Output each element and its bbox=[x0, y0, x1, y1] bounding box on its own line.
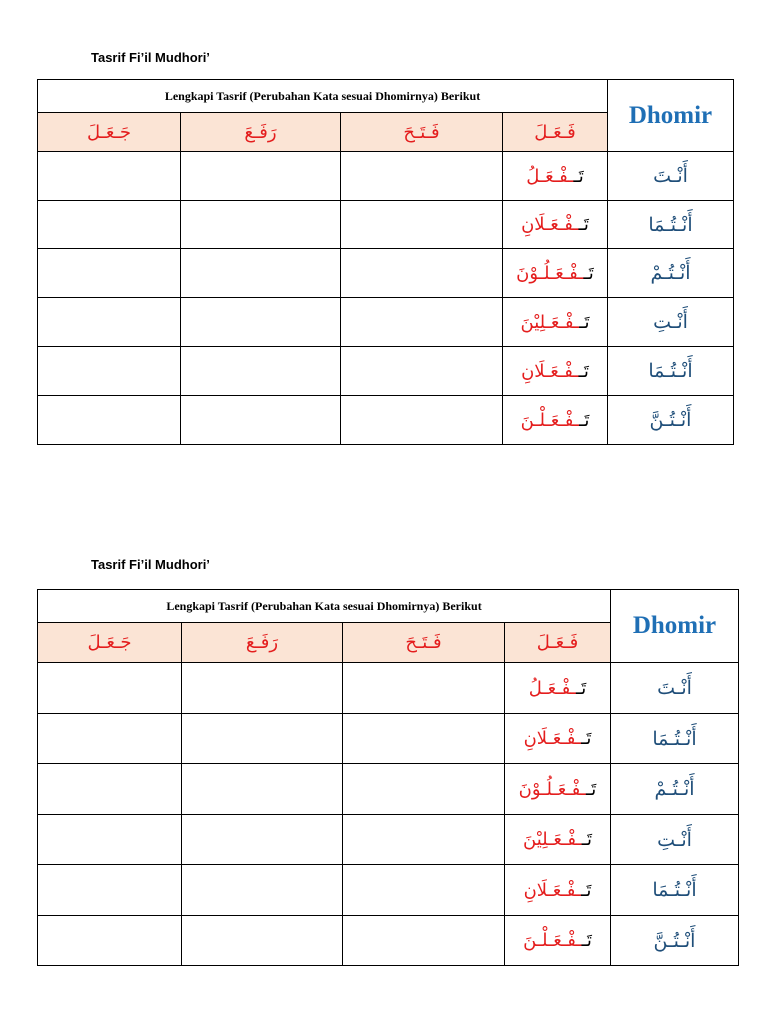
form-prefix: تَـ bbox=[581, 829, 592, 850]
form-stem: ـفْـعَـلَانِ bbox=[521, 360, 579, 382]
example-form bbox=[503, 249, 608, 298]
form-prefix: تَـ bbox=[573, 165, 584, 187]
form-stem: ـفْـعَـلُ bbox=[526, 165, 574, 187]
answer-cell[interactable] bbox=[38, 201, 181, 249]
table-row bbox=[38, 916, 739, 966]
form-stem: ـفْـعَـلْـنَ bbox=[520, 409, 580, 431]
verb-header: فَـتَـحَ bbox=[343, 623, 505, 663]
answer-cell[interactable] bbox=[343, 764, 505, 815]
dhomir-header: Dhomir bbox=[611, 590, 739, 663]
table-row bbox=[38, 815, 739, 865]
pronoun: أَنْـتُـمْ bbox=[611, 764, 739, 815]
table-row bbox=[38, 764, 739, 815]
pronoun: أَنْـتُـنَّ bbox=[608, 396, 734, 445]
answer-cell[interactable] bbox=[343, 714, 505, 764]
answer-cell[interactable] bbox=[182, 663, 343, 714]
tasrif-table bbox=[37, 589, 739, 966]
example-form bbox=[505, 916, 611, 966]
form-stem: ـفْـعَـلَانِ bbox=[523, 879, 582, 901]
example-form bbox=[503, 396, 608, 445]
answer-cell[interactable] bbox=[341, 201, 503, 249]
example-form bbox=[505, 764, 611, 815]
form-prefix: تَـ bbox=[581, 879, 592, 901]
table-row bbox=[38, 714, 739, 764]
pronoun: أَنْـتِ bbox=[608, 298, 734, 347]
verb-header: رَفَـعَ bbox=[181, 113, 341, 152]
table-row bbox=[38, 663, 739, 714]
answer-cell[interactable] bbox=[343, 815, 505, 865]
verb-header: فَـتَـحَ bbox=[341, 113, 503, 152]
answer-cell[interactable] bbox=[182, 815, 343, 865]
table-row bbox=[38, 396, 734, 445]
form-prefix: تَـ bbox=[581, 728, 592, 749]
dhomir-header: Dhomir bbox=[608, 80, 734, 152]
instruction-text: Lengkapi Tasrif (Perubahan Kata sesuai Dhomirnya) Berikut bbox=[38, 590, 611, 623]
verb-header: فَـعَـلَ bbox=[503, 113, 608, 152]
example-form bbox=[503, 347, 608, 396]
answer-cell[interactable] bbox=[38, 663, 182, 714]
tasrif-table bbox=[37, 79, 734, 445]
example-form bbox=[505, 663, 611, 714]
form-prefix: تَـ bbox=[578, 214, 589, 235]
example-form bbox=[503, 201, 608, 249]
pronoun: أَنْـتُـمَا bbox=[608, 201, 734, 249]
verb-header: رَفَـعَ bbox=[182, 623, 343, 663]
answer-cell[interactable] bbox=[181, 347, 341, 396]
example-form bbox=[505, 865, 611, 916]
form-prefix: تَـ bbox=[583, 262, 594, 284]
answer-cell[interactable] bbox=[343, 865, 505, 916]
form-stem: ـفْـعَـلِيْنَ bbox=[520, 311, 580, 333]
table-row bbox=[38, 865, 739, 916]
answer-cell[interactable] bbox=[38, 152, 181, 201]
answer-cell[interactable] bbox=[38, 396, 181, 445]
form-prefix: تَـ bbox=[579, 311, 590, 333]
pronoun: أَنْـتِ bbox=[611, 815, 739, 865]
pronoun: أَنْـتُـمَا bbox=[608, 347, 734, 396]
form-stem: ـفْـعَـلْـنَ bbox=[523, 930, 582, 951]
form-prefix: تَـ bbox=[578, 360, 589, 382]
verb-header: جَـعَـلَ bbox=[38, 113, 181, 152]
form-stem: ـفْـعَـلَانِ bbox=[521, 214, 579, 235]
answer-cell[interactable] bbox=[182, 865, 343, 916]
answer-cell[interactable] bbox=[38, 865, 182, 916]
answer-cell[interactable] bbox=[38, 815, 182, 865]
form-stem: ـفْـعَـلُ bbox=[528, 677, 576, 699]
answer-cell[interactable] bbox=[38, 249, 181, 298]
example-form bbox=[503, 152, 608, 201]
answer-cell[interactable] bbox=[341, 152, 503, 201]
pronoun: أَنْـتُـمَا bbox=[611, 865, 739, 916]
verb-header: فَـعَـلَ bbox=[505, 623, 611, 663]
example-form bbox=[505, 815, 611, 865]
answer-cell[interactable] bbox=[38, 298, 181, 347]
pronoun: أَنْـتُـنَّ bbox=[611, 916, 739, 966]
answer-cell[interactable] bbox=[341, 298, 503, 347]
table-row bbox=[38, 201, 734, 249]
answer-cell[interactable] bbox=[343, 916, 505, 966]
section-title: Tasrif Fi’il Mudhori’ bbox=[91, 50, 210, 65]
answer-cell[interactable] bbox=[181, 396, 341, 445]
verb-header: جَـعَـلَ bbox=[38, 623, 182, 663]
answer-cell[interactable] bbox=[38, 764, 182, 815]
answer-cell[interactable] bbox=[341, 249, 503, 298]
example-form bbox=[505, 714, 611, 764]
pronoun: أَنْـتَ bbox=[611, 663, 739, 714]
form-stem: ـفْـعَـلِيْنَ bbox=[523, 829, 582, 850]
answer-cell[interactable] bbox=[182, 714, 343, 764]
form-prefix: تَـ bbox=[579, 409, 590, 431]
pronoun: أَنْـتَ bbox=[608, 152, 734, 201]
form-stem: ـفْـعَـلَانِ bbox=[523, 728, 582, 749]
pronoun: أَنْـتُـمَا bbox=[611, 714, 739, 764]
table-row bbox=[38, 298, 734, 347]
section-title: Tasrif Fi’il Mudhori’ bbox=[91, 557, 210, 572]
answer-cell[interactable] bbox=[182, 764, 343, 815]
form-prefix: تَـ bbox=[575, 677, 587, 699]
answer-cell[interactable] bbox=[181, 249, 341, 298]
answer-cell[interactable] bbox=[341, 347, 503, 396]
form-stem: ـفْـعَـلُـوْنَ bbox=[516, 262, 584, 284]
pronoun: أَنْـتُـمْ bbox=[608, 249, 734, 298]
answer-cell[interactable] bbox=[181, 201, 341, 249]
answer-cell[interactable] bbox=[182, 916, 343, 966]
example-form bbox=[503, 298, 608, 347]
form-prefix: تَـ bbox=[581, 930, 592, 951]
table-row bbox=[38, 347, 734, 396]
answer-cell[interactable] bbox=[38, 714, 182, 764]
answer-cell[interactable] bbox=[341, 396, 503, 445]
table-row bbox=[38, 152, 734, 201]
answer-cell[interactable] bbox=[181, 298, 341, 347]
answer-cell[interactable] bbox=[38, 916, 182, 966]
table-row bbox=[38, 249, 734, 298]
answer-cell[interactable] bbox=[181, 152, 341, 201]
answer-cell[interactable] bbox=[343, 663, 505, 714]
form-prefix: تَـ bbox=[586, 778, 597, 800]
instruction-text: Lengkapi Tasrif (Perubahan Kata sesuai Dhomirnya) Berikut bbox=[38, 80, 608, 113]
form-stem: ـفْـعَـلُـوْنَ bbox=[518, 778, 587, 800]
answer-cell[interactable] bbox=[38, 347, 181, 396]
